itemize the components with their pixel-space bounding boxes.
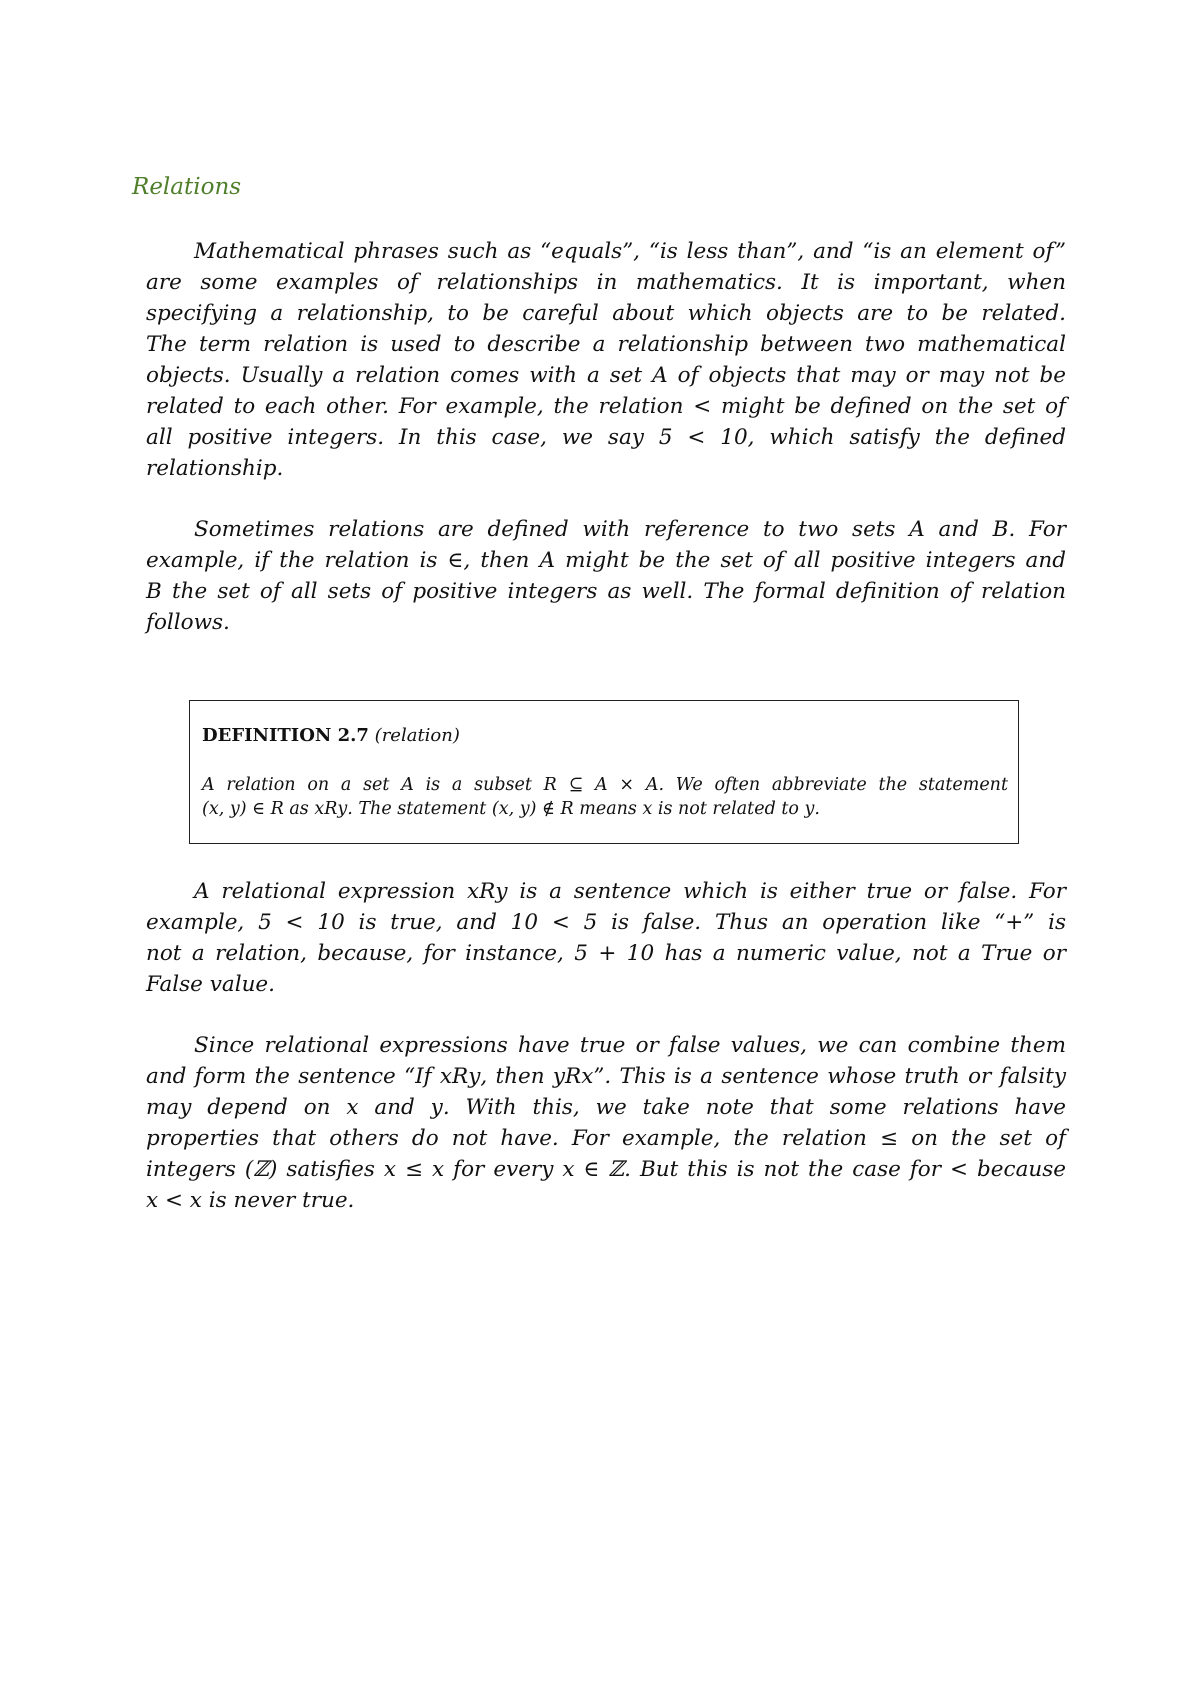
definition-body	[202, 773, 1008, 821]
paragraph-line: example, if the relation is ∈, then 𝐴 might be the set of all positive integers and	[146, 548, 1066, 573]
paragraph-line: integers (ℤ) satisfies 𝑥 ≤ 𝑥 for every 𝑥 ∈ ℤ. But this is not the case for < because	[146, 1157, 1066, 1182]
definition-line: A relation on a set 𝐴 is a subset 𝑅 ⊆ 𝐴 × 𝐴. We often abbreviate the statement	[202, 775, 1008, 795]
definition-name: (relation)	[374, 725, 460, 746]
paragraph-intro	[146, 236, 1066, 484]
paragraph-line: may depend on 𝑥 and 𝑦. With this, we take note that some relations have	[146, 1095, 1066, 1120]
paragraph-line: are some examples of relationships in mathematics. It is important, when	[146, 270, 1066, 295]
paragraph-line: Sometimes relations are defined with reference to two sets 𝐴 and 𝐵. For	[194, 517, 1066, 542]
definition-box	[189, 700, 1019, 844]
paragraph-line: 𝐵 the set of all sets of positive integers as well. The formal definition of relation	[146, 579, 1066, 604]
paragraph-line: 𝑥 < 𝑥 is never true.	[146, 1188, 355, 1213]
paragraph-line: specifying a relationship, to be careful about which objects are to be related.	[146, 301, 1066, 326]
paragraph-line: False value.	[146, 972, 275, 997]
paragraph-relational-expression	[146, 876, 1066, 1000]
paragraph-line: not a relation, because, for instance, 5 + 10 has a numeric value, not a True or	[146, 941, 1066, 966]
paragraph-line: objects. Usually a relation comes with a set 𝐴 of objects that may or may not be	[146, 363, 1066, 388]
paragraph-line: The term relation is used to describe a relationship between two mathematical	[146, 332, 1066, 357]
paragraph-line: Since relational expressions have true or false values, we can combine them	[194, 1033, 1066, 1058]
paragraph-line: relationship.	[146, 456, 284, 481]
definition-line: (𝑥, 𝑦) ∈ 𝑅 as 𝑥𝑅𝑦. The statement (𝑥, 𝑦) ∉ 𝑅 means 𝑥 is not related to 𝑦.	[202, 799, 820, 819]
paragraph-line: related to each other. For example, the relation < might be defined on the set of	[146, 394, 1066, 419]
definition-title	[202, 725, 460, 746]
definition-label: DEFINITION 2.7	[202, 725, 369, 746]
paragraph-line: Mathematical phrases such as “equals”, “is less than”, and “is an element of”	[194, 239, 1066, 264]
paragraph-line: and form the sentence “If 𝑥𝑅𝑦, then 𝑦𝑅𝑥”. This is a sentence whose truth or falsity	[146, 1064, 1066, 1089]
paragraph-line: A relational expression 𝑥𝑅𝑦 is a sentence which is either true or false. For	[194, 879, 1066, 904]
paragraph-line: example, 5 < 10 is true, and 10 < 5 is false. Thus an operation like “+” is	[146, 910, 1066, 935]
section-heading: Relations	[132, 174, 242, 200]
paragraph-line: follows.	[146, 610, 230, 635]
paragraph-two-sets	[146, 514, 1066, 638]
paragraph-line: all positive integers. In this case, we say 5 < 10, which satisfy the defined	[146, 425, 1066, 450]
paragraph-line: properties that others do not have. For example, the relation ≤ on the set of	[146, 1126, 1066, 1151]
paragraph-properties	[146, 1030, 1066, 1216]
